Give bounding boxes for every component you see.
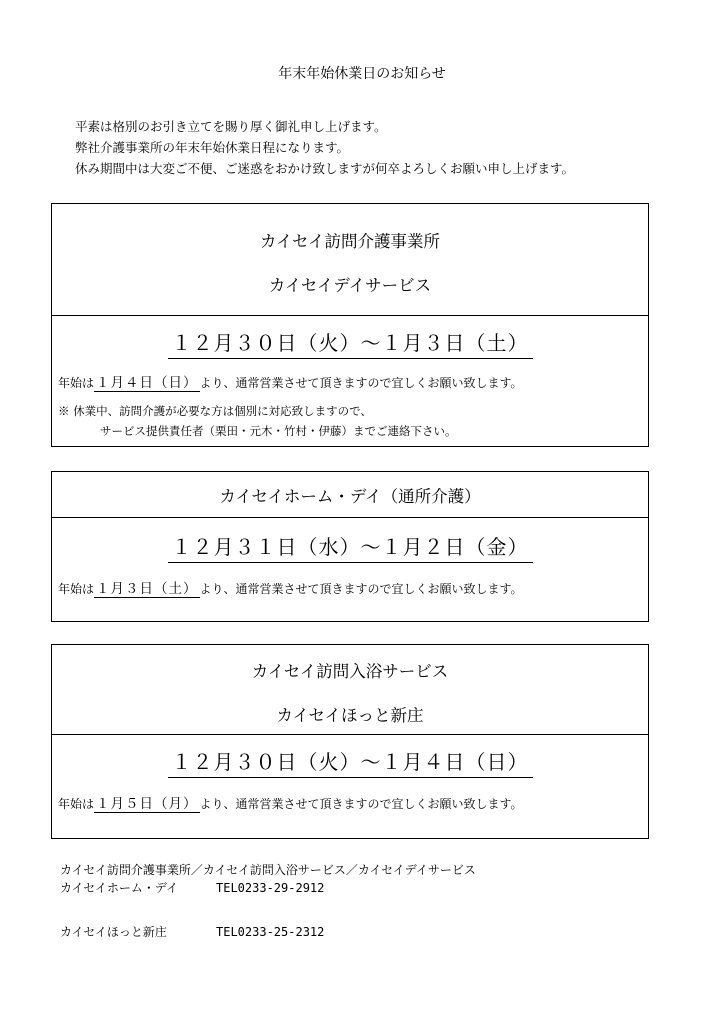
intro-line: 平素は格別のお引き立てを賜り厚く御礼申し上げます。 [75, 119, 387, 134]
notice-title: 年末年始休業日のお知らせ [278, 66, 446, 82]
resume-prefix: 年始は [58, 797, 95, 811]
schedule-box-day-service [51, 471, 649, 622]
resume-suffix: より、通常営業させて頂きますので宜しくお願い致します。 [199, 376, 523, 390]
intro-paragraph [75, 116, 574, 179]
contact-name: カイセイホーム・デイ [60, 881, 179, 895]
schedule-box-home-care [51, 203, 649, 447]
resume-date: １月４日（日） [94, 371, 200, 392]
intro-line: 弊社介護事業所の年末年始休業日程になります。 [75, 140, 350, 155]
resume-notice [58, 577, 648, 598]
facility-names [52, 645, 648, 735]
resume-date: １月５日（月） [94, 792, 200, 813]
intro-line: 休み期間中は大変ご不便、ご迷惑をおかけ致しますが何卒よろしくお願い申し上げます。 [75, 161, 575, 176]
resume-suffix: より、通常営業させて頂きますので宜しくお願い致します。 [199, 582, 523, 596]
facility-name: カイセイほっと新庄 [276, 706, 424, 725]
service-note [58, 401, 648, 441]
note-line: ※ 休業中、訪問介護が必要な方は個別に対応致しますので、 [58, 404, 372, 418]
contact-tel: TEL0233-25-2312 [216, 925, 325, 939]
closure-period [52, 746, 648, 778]
resume-notice [58, 371, 648, 392]
facility-name: カイセイ訪問介護事業所 [259, 232, 440, 251]
facility-names [52, 204, 648, 316]
resume-date: １月３日（土） [94, 577, 200, 598]
closure-period [52, 327, 648, 359]
closure-period [52, 531, 648, 563]
facility-name: カイセイホーム・デイ（通所介護） [219, 487, 481, 506]
closure-period-text: １２月３１日（水）～１月２日（金） [168, 531, 533, 563]
closure-period-text: １２月３０日（火）～１月４日（日） [168, 746, 533, 778]
resume-prefix: 年始は [58, 376, 95, 390]
contact-info [60, 861, 476, 941]
contact-name: カイセイほっと新庄 [60, 925, 167, 939]
resume-suffix: より、通常営業させて頂きますので宜しくお願い致します。 [199, 797, 523, 811]
contact-row [60, 923, 476, 941]
facility-name: カイセイ訪問入浴サービス [251, 662, 449, 681]
facility-name: カイセイデイサービス [268, 276, 432, 295]
contact-facilities: カイセイ訪問介護事業所／カイセイ訪問入浴サービス／カイセイデイサービス [60, 863, 476, 877]
facility-names [52, 472, 648, 518]
closure-period-text: １２月３０日（火）～１月３日（土） [168, 327, 533, 359]
contact-tel: TEL0233-29-2912 [216, 881, 325, 895]
schedule-box-bathing [51, 644, 649, 839]
note-line: サービス提供責任者（栗田・元木・竹村・伊藤）までご連絡下さい。 [100, 424, 457, 438]
contact-row [60, 879, 476, 897]
resume-notice [58, 792, 648, 813]
resume-prefix: 年始は [58, 582, 95, 596]
